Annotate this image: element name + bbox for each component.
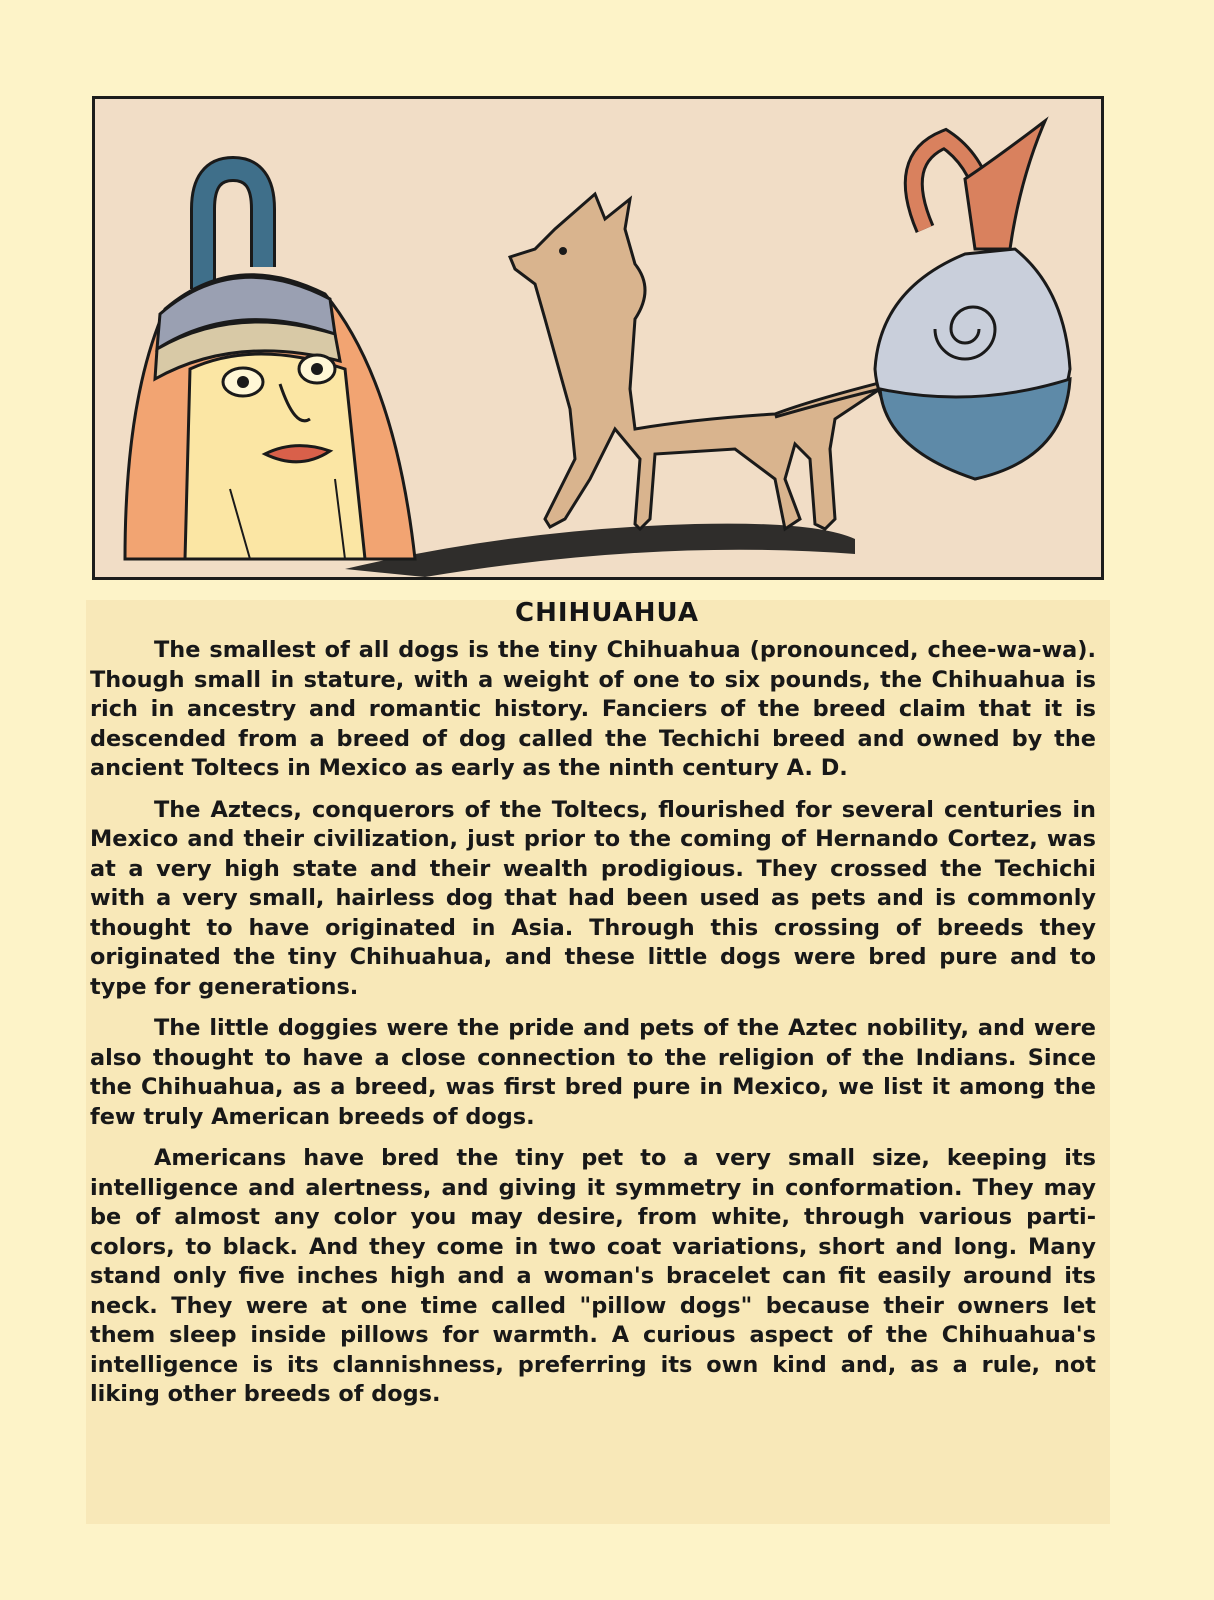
illustration — [95, 99, 1101, 577]
illustration-panel — [92, 96, 1104, 580]
dog-shadow — [345, 524, 855, 577]
paragraph-4: Americans have bred the tiny pet to a very small size, keeping its intelligence and alertness, and giving it symmetry in conformation. They may be of almost any color you may desire, from white, through various parti-colors, to black. And they come in two coat variations, short and long. Many stand only five inches high and a woman's bracelet can fit easily around its neck. They were at one time called "pillow dogs" because their owners let them sleep inside pillows for warmth. A curious aspect of the Chihuahua's intelligence is its clannishness, preferring its own kind and, as a rule, not liking other breeds of dogs. — [90, 1145, 1096, 1407]
aztec-pitcher-vase — [875, 121, 1070, 479]
article-title: CHIHUAHUA — [515, 598, 699, 628]
paragraph-3: The little doggies were the pride and pets of the Aztec nobility, and were also thought to have a close connection to the religion of the Indians. Since the Chihuahua, as a breed, was first bred pure in Mexico, we list it among the few truly American breeds of dogs. — [90, 1015, 1096, 1130]
chihuahua-dog-drawing — [510, 194, 915, 529]
aztec-head-vessel — [125, 169, 415, 559]
paragraph-1: The smallest of all dogs is the tiny Chihuahua (pronounced, chee-wa-wa). Though small in stature, with a weight of one to six pounds, the Chihuahua is rich in ancestry and romantic history. Fanciers of the breed claim that it is descended from a breed of dog called the Techichi breed and owned by the ancient Toltecs in Mexico as early as the ninth century A. D. — [90, 637, 1096, 781]
article-body — [90, 636, 1096, 1422]
paragraph-2: The Aztecs, conquerors of the Toltecs, flourished for several centuries in Mexico and their civilization, just prior to the coming of Hernando Cortez, was at a very high state and their wealth prodigious. They crossed the Techichi with a very small, hairless dog that had been used as pets and is commonly thought to have originated in Asia. Through this crossing of breeds they originated the tiny Chihuahua, and these little dogs were bred pure and to type for generations. — [90, 796, 1096, 1000]
